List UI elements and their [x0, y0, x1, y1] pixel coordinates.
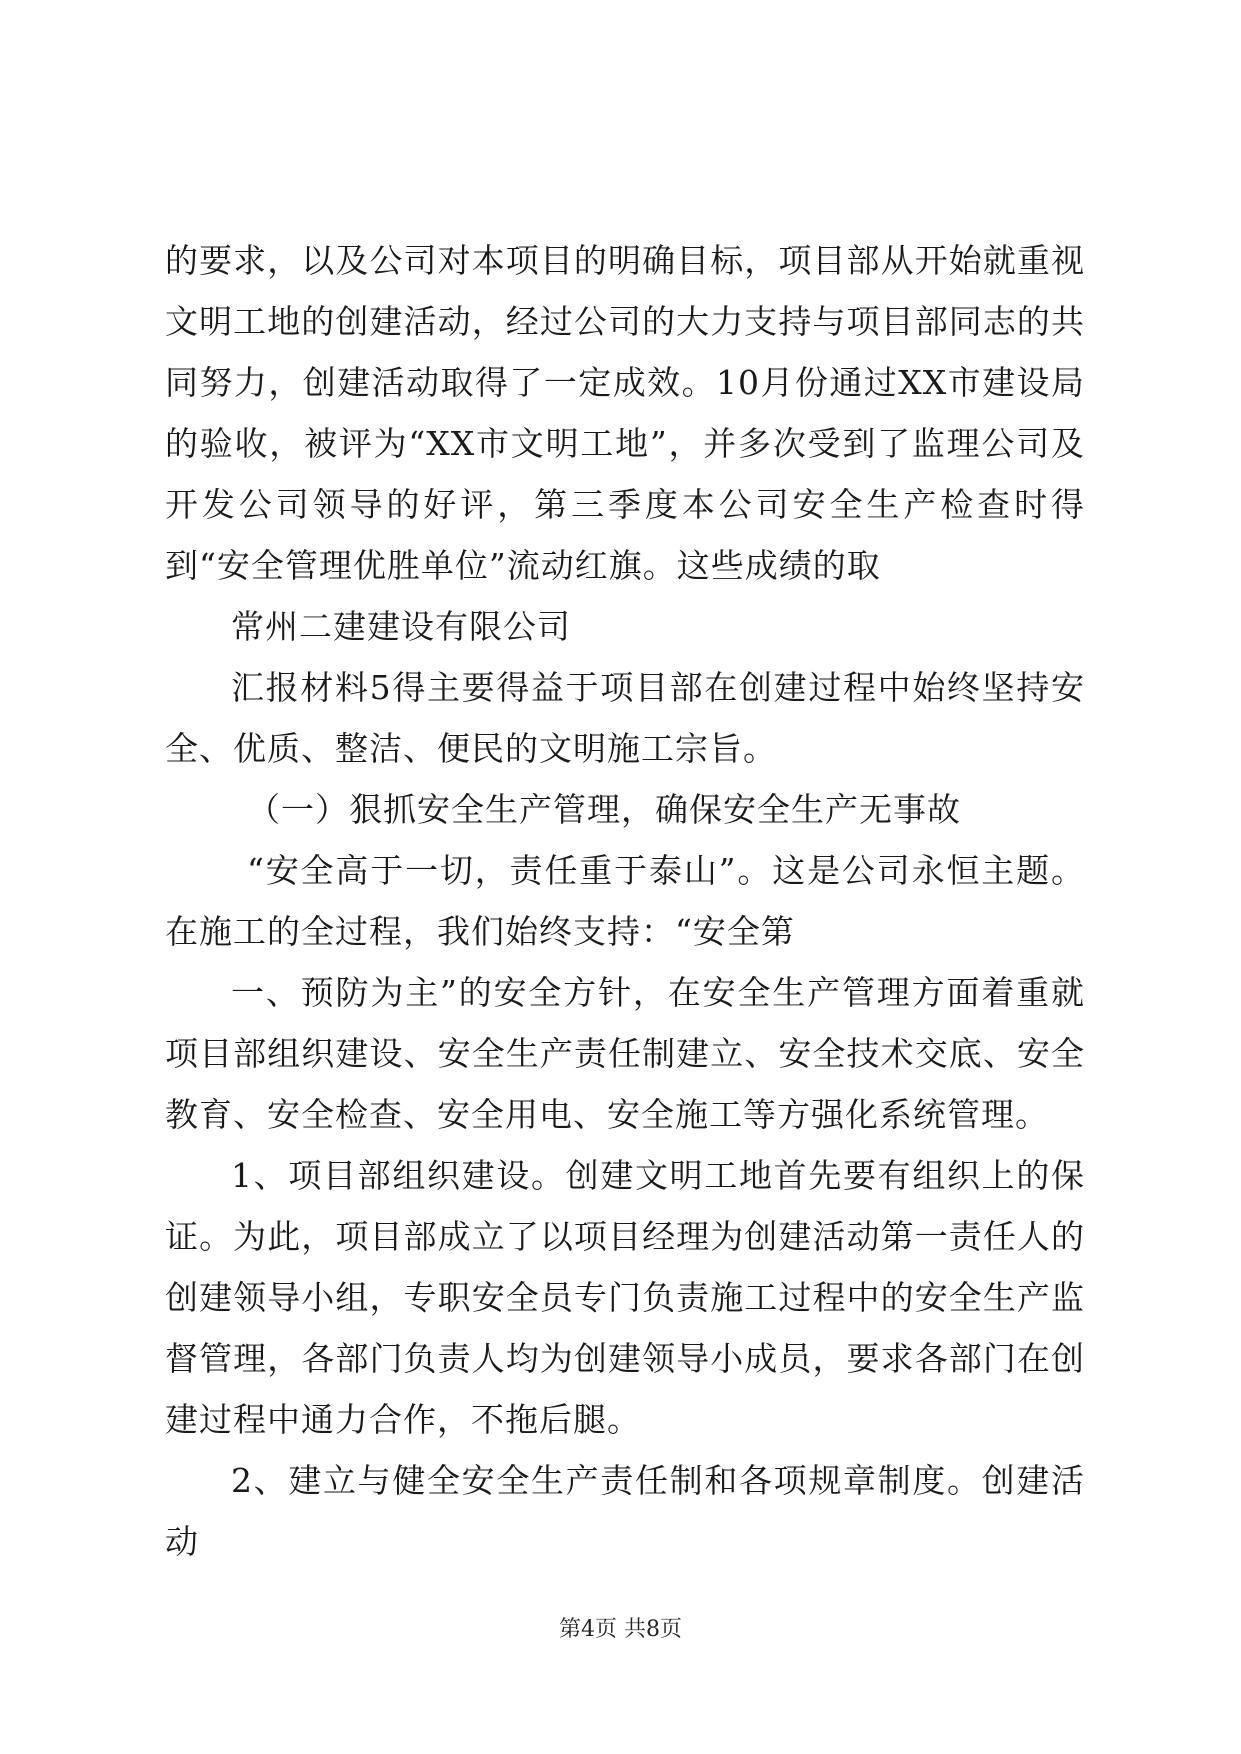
- paragraph-7: 1、项目部组织建设。创建文明工地首先要有组织上的保证。为此，项目部成立了以项目经理为创建活动第一责任人的创建领导小组，专职安全员专门负责施工过程中的安全生产监督管理，各部门负责人均为创建领导小成员，要求各部门在创建过程中通力合作，不拖后腿。: [165, 1156, 1085, 1439]
- document-body: [165, 230, 1085, 1572]
- paragraph-4: （一）狠抓安全生产管理，确保安全生产无事故: [247, 790, 961, 829]
- page-footer: [0, 1612, 1241, 1643]
- paragraph-5: “安全高于一切，责任重于泰山”。这是公司永恒主题。在施工的全过程，我们始终支持：“安全第: [165, 851, 1085, 951]
- paragraph-2: 常州二建建设有限公司: [231, 607, 571, 646]
- paragraph-3: 汇报材料5得主要得益于项目部在创建过程中始终坚持安全、优质、整洁、便民的文明施工宗旨。: [165, 668, 1085, 768]
- paragraph-1: 的要求，以及公司对本项目的明确目标，项目部从开始就重视文明工地的创建活动，经过公司的大力支持与项目部同志的共同努力，创建活动取得了一定成效。10月份通过XX市建设局的验收，被评为“XX市文明工地”，并多次受到了监理公司及开发公司领导的好评，第三季度本公司安全生产检查时得到“安全管理优胜单位”流动红旗。这些成绩的取: [165, 241, 1085, 585]
- page-number-label: 第4页 共8页: [559, 1617, 682, 1642]
- paragraph-8: 2、建立与健全安全生产责任制和各项规章制度。创建活动: [165, 1461, 1085, 1561]
- paragraph-6: 一、预防为主”的安全方针，在安全生产管理方面着重就项目部组织建设、安全生产责任制建立、安全技术交底、安全教育、安全检查、安全用电、安全施工等方强化系统管理。: [165, 973, 1085, 1134]
